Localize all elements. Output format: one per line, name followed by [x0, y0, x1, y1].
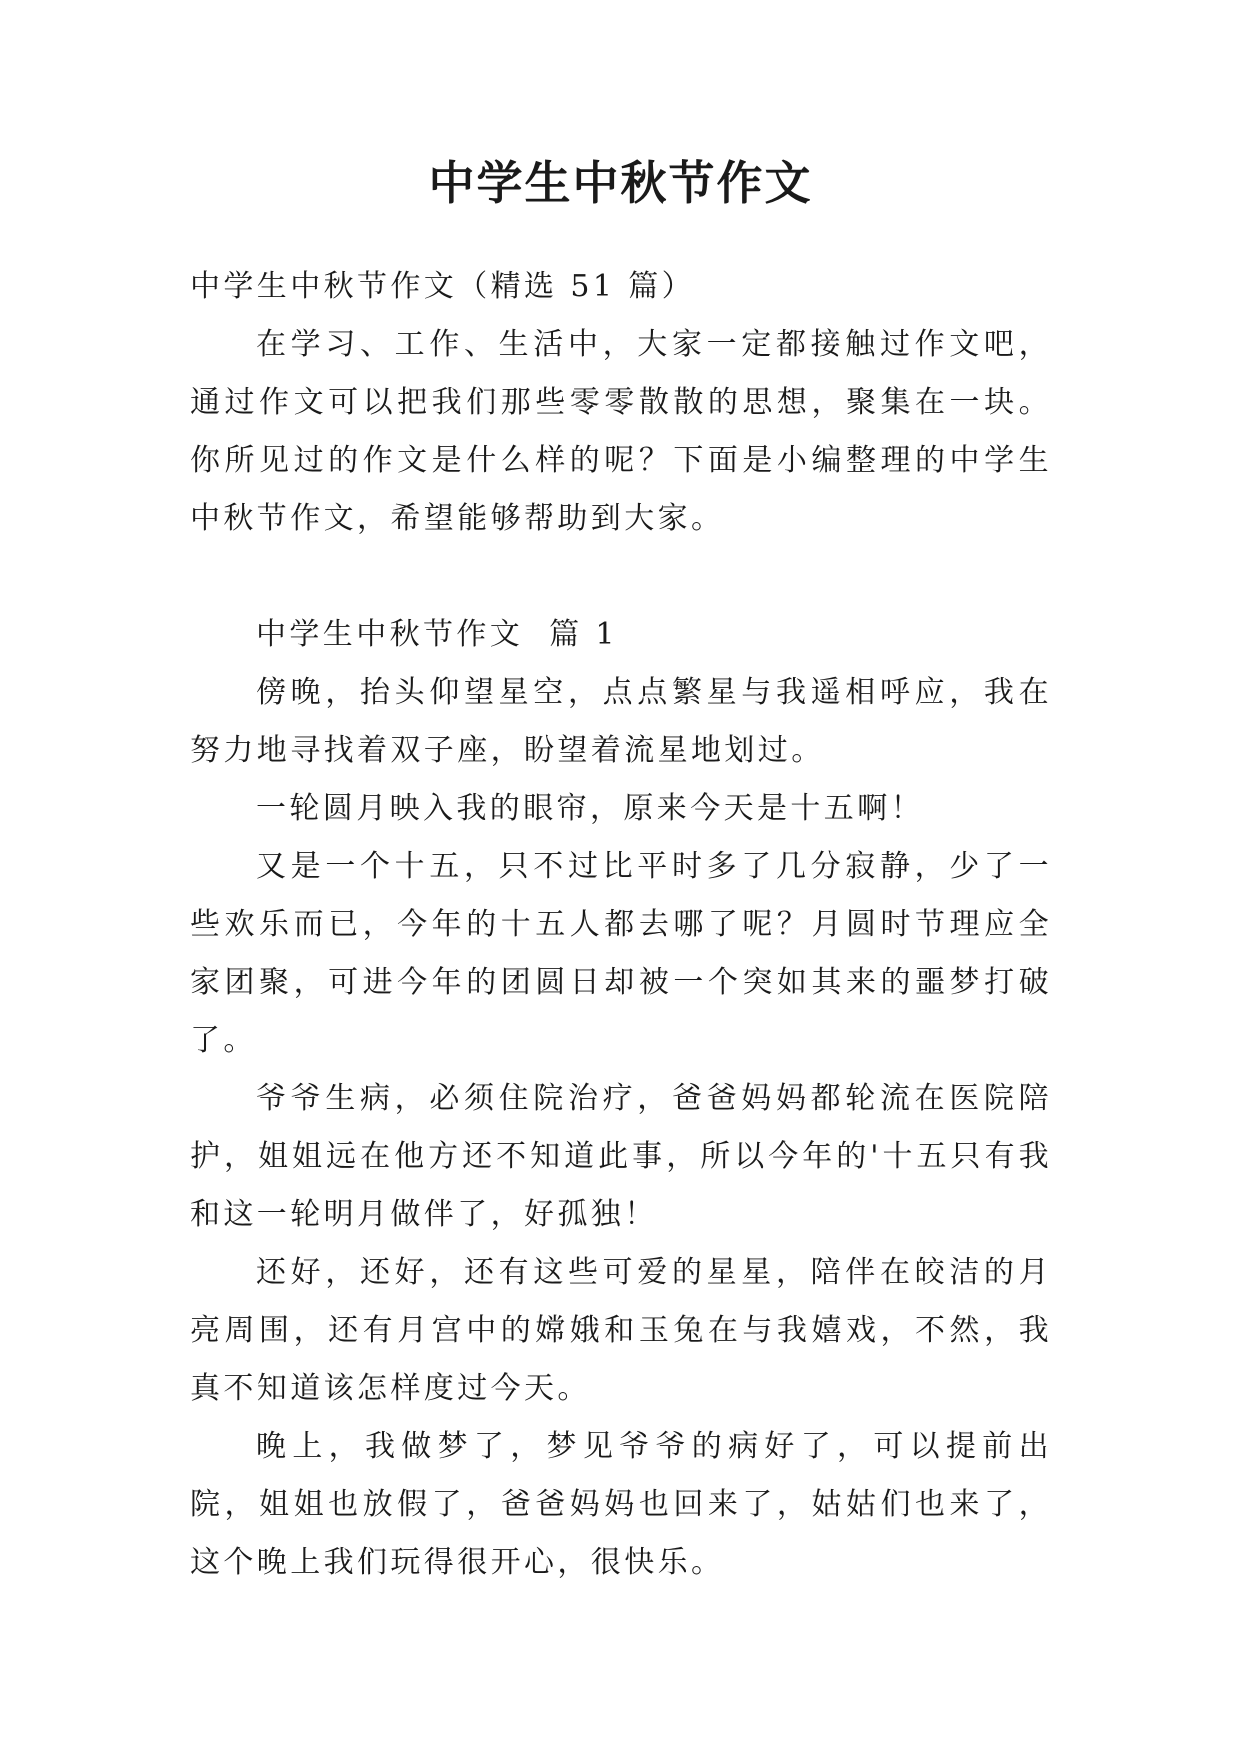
intro-paragraph: 在学习、工作、生活中，大家一定都接触过作文吧，通过作文可以把我们那些零零散散的思想，聚集在一块。你所见过的作文是什么样的呢？下面是小编整理的中学生中秋节作文，希望能够帮助到大家。	[190, 327, 1052, 536]
section-heading: 中学生中秋节作文 篇 1	[256, 617, 618, 652]
paragraph-3: 又是一个十五，只不过比平时多了几分寂静，少了一些欢乐而已，今年的十五人都去哪了呢？月圆时节理应全家团聚，可进今年的团圆日却被一个突如其来的噩梦打破了。	[190, 849, 1052, 1058]
document-subtitle: 中学生中秋节作文（精选 51 篇）	[190, 269, 696, 304]
paragraph-5: 还好，还好，还有这些可爱的星星，陪伴在皎洁的月亮周围，还有月宫中的嫦娥和玉兔在与我嬉戏，不然，我真不知道该怎样度过今天。	[190, 1255, 1052, 1406]
paragraph-6: 晚上，我做梦了，梦见爷爷的病好了，可以提前出院，姐姐也放假了，爸爸妈妈也回来了，姑姑们也来了，这个晚上我们玩得很开心，很快乐。	[190, 1429, 1052, 1580]
paragraph-2: 一轮圆月映入我的眼帘，原来今天是十五啊！	[256, 791, 924, 826]
paragraph-4: 爷爷生病，必须住院治疗，爸爸妈妈都轮流在医院陪护，姐姐远在他方还不知道此事，所以今年的'十五只有我和这一轮明月做伴了，好孤独！	[190, 1081, 1052, 1232]
paragraph-1: 傍晚，抬头仰望星空，点点繁星与我遥相呼应，我在努力地寻找着双子座，盼望着流星地划过。	[190, 675, 1052, 768]
document-body	[190, 258, 1052, 1592]
document-title: 中学生中秋节作文	[428, 156, 813, 210]
